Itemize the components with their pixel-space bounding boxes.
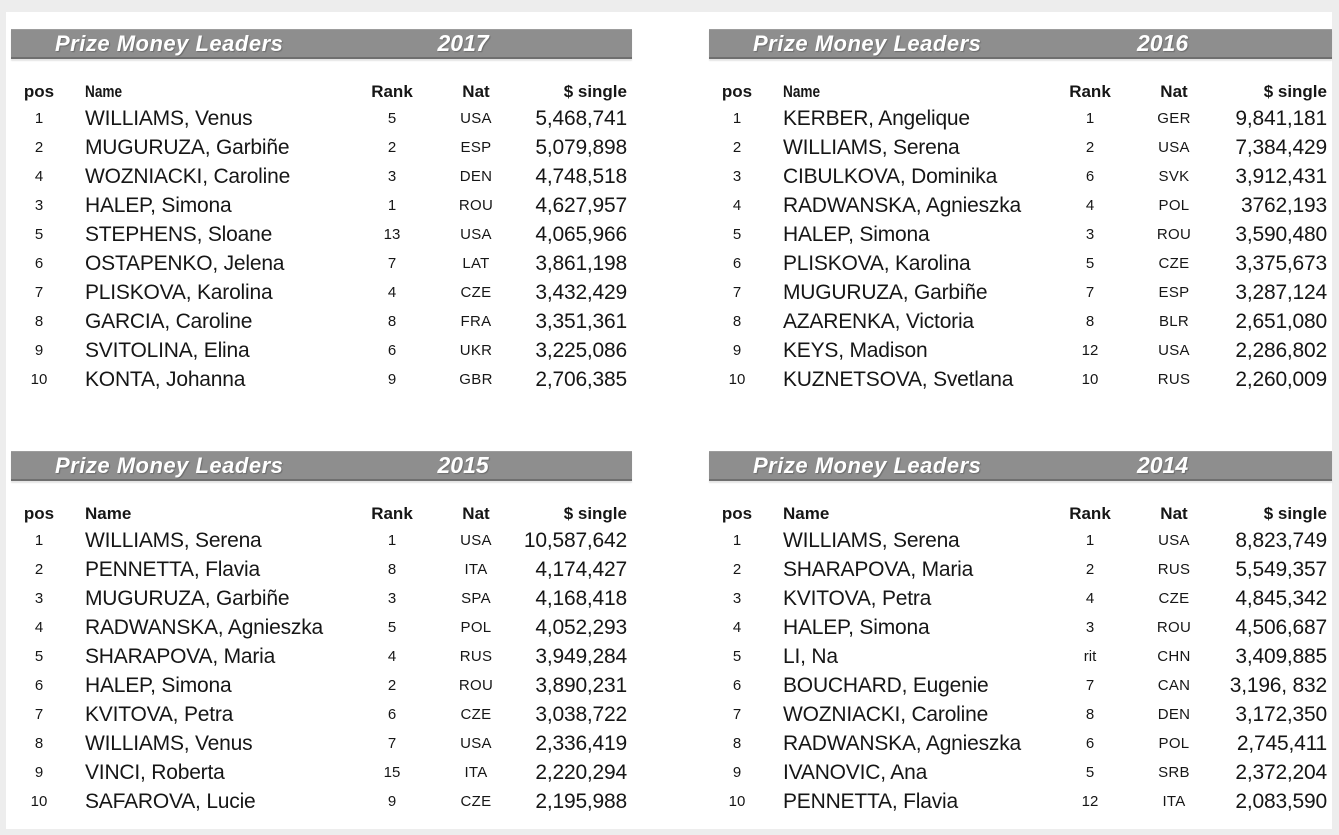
table-row xyxy=(11,613,632,642)
row-nationality: ROU xyxy=(458,677,494,694)
prize-table-2017 xyxy=(11,29,632,394)
row-pos: 7 xyxy=(732,284,742,301)
row-prize-single: 3,375,673 xyxy=(1235,251,1327,275)
row-rank: 12 xyxy=(1081,342,1099,359)
row-rank: 15 xyxy=(383,764,401,781)
row-player-name: GARCIA, Caroline xyxy=(85,309,253,333)
row-nationality: LAT xyxy=(462,255,490,272)
row-nationality: ROU xyxy=(458,197,494,214)
prize-table-2016 xyxy=(709,29,1332,394)
prize-table-2015 xyxy=(11,451,632,816)
row-player-name: STEPHENS, Sloane xyxy=(85,222,273,246)
row-prize-single: 2,260,009 xyxy=(1235,367,1327,391)
row-pos: 1 xyxy=(732,110,742,127)
row-prize-single: 4,168,418 xyxy=(535,586,627,610)
row-prize-single: 4,627,957 xyxy=(535,193,627,217)
row-rank: 1 xyxy=(387,532,397,549)
table-year: 2016 xyxy=(1136,30,1189,56)
tables-grid xyxy=(6,12,1332,816)
row-rank: 1 xyxy=(1085,110,1095,127)
row-nationality: USA xyxy=(460,532,492,549)
col-header-nat: Nat xyxy=(1160,503,1188,523)
table-row xyxy=(709,191,1332,220)
row-pos: 4 xyxy=(34,619,44,636)
row-rank: 4 xyxy=(387,284,397,301)
table-row xyxy=(709,307,1332,336)
prize-table-2014 xyxy=(709,451,1332,816)
row-prize-single: 4,065,966 xyxy=(535,222,627,246)
row-pos: 5 xyxy=(732,648,742,665)
row-nationality: USA xyxy=(460,226,492,243)
row-player-name: KEYS, Madison xyxy=(783,338,928,362)
row-nationality: CZE xyxy=(460,793,492,810)
row-pos: 1 xyxy=(732,532,742,549)
row-player-name: IVANOVIC, Ana xyxy=(783,760,928,784)
row-prize-single: 3,890,231 xyxy=(535,673,627,697)
row-pos: 8 xyxy=(732,313,742,330)
col-header-pos: pos xyxy=(23,81,55,101)
row-prize-single: 3762,193 xyxy=(1241,193,1327,217)
row-rank: 3 xyxy=(1085,226,1095,243)
row-prize-single: 7,384,429 xyxy=(1235,135,1327,159)
table-row xyxy=(709,671,1332,700)
column-headers xyxy=(11,501,632,526)
row-nationality: CZE xyxy=(460,284,492,301)
row-prize-single: 3,351,361 xyxy=(535,309,627,333)
table-title: Prize Money Leaders xyxy=(55,453,284,478)
table-row xyxy=(709,336,1332,365)
table-row xyxy=(709,104,1332,133)
row-nationality: CAN xyxy=(1157,677,1191,694)
row-player-name: MUGURUZA, Garbiñe xyxy=(783,280,988,304)
row-prize-single: 9,841,181 xyxy=(1235,106,1327,130)
row-rank: 2 xyxy=(387,677,397,694)
col-header-name: Name xyxy=(783,81,821,101)
table-row xyxy=(11,787,632,816)
row-nationality: ESP xyxy=(460,139,492,156)
row-pos: 6 xyxy=(34,677,44,694)
row-player-name: PLISKOVA, Karolina xyxy=(783,251,971,275)
row-pos: 5 xyxy=(732,226,742,243)
column-headers xyxy=(11,79,632,104)
table-header-bar xyxy=(11,29,632,59)
row-rank: 9 xyxy=(387,371,397,388)
table-row xyxy=(11,758,632,787)
row-nationality: BLR xyxy=(1158,313,1190,330)
row-pos: 10 xyxy=(30,371,48,388)
table-row xyxy=(709,787,1332,816)
table-row xyxy=(11,133,632,162)
table-row xyxy=(11,365,632,394)
row-prize-single: 4,052,293 xyxy=(535,615,627,639)
table-row xyxy=(709,220,1332,249)
row-nationality: CZE xyxy=(460,706,492,723)
row-prize-single: 3,912,431 xyxy=(1235,164,1327,188)
row-player-name: RADWANSKA, Agnieszka xyxy=(783,731,1021,755)
row-prize-single: 2,372,204 xyxy=(1235,760,1327,784)
row-rank: 2 xyxy=(1085,139,1095,156)
row-nationality: ITA xyxy=(464,764,488,781)
table-year: 2015 xyxy=(437,452,489,478)
row-pos: 3 xyxy=(732,168,742,185)
row-player-name: PENNETTA, Flavia xyxy=(85,557,260,581)
col-header-rank: Rank xyxy=(371,503,413,523)
row-prize-single: 3,590,480 xyxy=(1235,222,1327,246)
row-prize-single: 3,225,086 xyxy=(535,338,627,362)
row-player-name: KVITOVA, Petra xyxy=(85,702,234,726)
table-rows xyxy=(709,526,1332,816)
table-rows xyxy=(11,104,632,394)
row-prize-single: 3,861,198 xyxy=(535,251,627,275)
row-pos: 2 xyxy=(34,139,44,156)
row-prize-single: 3,432,429 xyxy=(535,280,627,304)
col-header-rank: Rank xyxy=(371,81,413,101)
col-header-rank: Rank xyxy=(1069,81,1111,101)
table-row xyxy=(11,584,632,613)
row-player-name: VINCI, Roberta xyxy=(85,760,225,784)
row-rank: 3 xyxy=(1085,619,1095,636)
row-prize-single: 4,174,427 xyxy=(535,557,627,581)
col-header-single: $ single xyxy=(1263,81,1327,101)
row-rank: 3 xyxy=(387,168,397,185)
row-player-name: WILLIAMS, Serena xyxy=(783,135,960,159)
col-header-nat: Nat xyxy=(1160,81,1188,101)
table-row xyxy=(709,642,1332,671)
row-pos: 3 xyxy=(732,590,742,607)
table-title: Prize Money Leaders xyxy=(753,31,982,56)
row-nationality: USA xyxy=(460,735,492,752)
col-header-pos: pos xyxy=(721,503,753,523)
row-nationality: ITA xyxy=(464,561,488,578)
row-player-name: CIBULKOVA, Dominika xyxy=(783,164,998,188)
row-prize-single: 3,949,284 xyxy=(535,644,627,668)
row-player-name: MUGURUZA, Garbiñe xyxy=(85,586,290,610)
row-rank: 4 xyxy=(387,648,397,665)
table-year: 2014 xyxy=(1136,452,1189,478)
row-nationality: POL xyxy=(1158,735,1190,752)
row-rank: 1 xyxy=(387,197,397,214)
row-pos: 9 xyxy=(732,764,742,781)
row-prize-single: 5,468,741 xyxy=(535,106,627,130)
table-row xyxy=(11,700,632,729)
col-header-single: $ single xyxy=(563,81,627,101)
table-row xyxy=(709,729,1332,758)
row-player-name: HALEP, Simona xyxy=(783,222,930,246)
row-rank: 3 xyxy=(387,590,397,607)
row-nationality: UKR xyxy=(459,342,493,359)
row-prize-single: 5,549,357 xyxy=(1235,557,1327,581)
row-pos: 6 xyxy=(732,677,742,694)
row-pos: 6 xyxy=(34,255,44,272)
row-pos: 2 xyxy=(34,561,44,578)
column-headers xyxy=(709,79,1332,104)
row-nationality: DEN xyxy=(459,168,493,185)
row-rank: 4 xyxy=(1085,590,1095,607)
row-nationality: DEN xyxy=(1157,706,1191,723)
row-pos: 6 xyxy=(732,255,742,272)
row-pos: 9 xyxy=(34,764,44,781)
row-nationality: CZE xyxy=(1158,255,1190,272)
row-rank: 4 xyxy=(1085,197,1095,214)
row-pos: 4 xyxy=(732,197,742,214)
row-player-name: SHARAPOVA, Maria xyxy=(85,644,276,668)
row-nationality: SRB xyxy=(1158,764,1190,781)
row-rank: 8 xyxy=(387,313,397,330)
table-row xyxy=(11,162,632,191)
row-rank: 8 xyxy=(1085,706,1095,723)
row-nationality: RUS xyxy=(459,648,493,665)
row-rank: 8 xyxy=(1085,313,1095,330)
table-row xyxy=(11,336,632,365)
row-prize-single: 3,409,885 xyxy=(1235,644,1327,668)
row-rank: 2 xyxy=(1085,561,1095,578)
row-rank: 7 xyxy=(387,735,397,752)
row-nationality: USA xyxy=(460,110,492,127)
row-player-name: WILLIAMS, Serena xyxy=(783,528,960,552)
row-rank: rit xyxy=(1083,648,1097,665)
row-nationality: ROU xyxy=(1156,226,1192,243)
row-player-name: SHARAPOVA, Maria xyxy=(783,557,974,581)
table-year: 2017 xyxy=(437,30,489,56)
row-player-name: RADWANSKA, Agnieszka xyxy=(85,615,323,639)
table-row xyxy=(709,278,1332,307)
row-pos: 5 xyxy=(34,226,44,243)
row-player-name: MUGURUZA, Garbiñe xyxy=(85,135,290,159)
row-nationality: USA xyxy=(1158,342,1190,359)
row-prize-single: 2,220,294 xyxy=(535,760,627,784)
table-rows xyxy=(11,526,632,816)
row-nationality: USA xyxy=(1158,532,1190,549)
row-rank: 6 xyxy=(1085,168,1095,185)
row-pos: 7 xyxy=(732,706,742,723)
col-header-nat: Nat xyxy=(462,81,490,101)
row-player-name: KERBER, Angelique xyxy=(783,106,970,130)
row-player-name: WOZNIACKI, Caroline xyxy=(783,702,989,726)
table-row xyxy=(11,278,632,307)
col-header-pos: pos xyxy=(721,81,753,101)
row-prize-single: 4,845,342 xyxy=(1235,586,1327,610)
row-nationality: ESP xyxy=(1158,284,1190,301)
row-nationality: SVK xyxy=(1158,168,1190,185)
table-row xyxy=(709,613,1332,642)
row-pos: 9 xyxy=(732,342,742,359)
row-nationality: CHN xyxy=(1157,648,1191,665)
table-row xyxy=(709,249,1332,278)
row-prize-single: 2,706,385 xyxy=(535,367,627,391)
table-row xyxy=(11,555,632,584)
row-nationality: FRA xyxy=(460,313,492,330)
row-player-name: AZARENKA, Victoria xyxy=(783,309,974,333)
table-header-bar xyxy=(11,451,632,481)
row-rank: 5 xyxy=(1085,255,1095,272)
row-pos: 9 xyxy=(34,342,44,359)
table-row xyxy=(11,104,632,133)
row-prize-single: 2,195,988 xyxy=(535,789,627,813)
row-pos: 1 xyxy=(34,532,44,549)
row-rank: 7 xyxy=(1085,677,1095,694)
row-rank: 7 xyxy=(1085,284,1095,301)
row-pos: 2 xyxy=(732,139,742,156)
col-header-rank: Rank xyxy=(1069,503,1111,523)
row-pos: 2 xyxy=(732,561,742,578)
row-prize-single: 10,587,642 xyxy=(523,528,627,552)
table-row xyxy=(11,671,632,700)
row-rank: 5 xyxy=(387,110,397,127)
table-row xyxy=(11,191,632,220)
row-prize-single: 3,196, 832 xyxy=(1229,673,1327,697)
row-pos: 10 xyxy=(30,793,48,810)
row-player-name: WILLIAMS, Venus xyxy=(85,731,253,755)
table-title: Prize Money Leaders xyxy=(55,31,284,56)
row-prize-single: 4,506,687 xyxy=(1235,615,1327,639)
row-prize-single: 2,336,419 xyxy=(535,731,627,755)
row-player-name: KUZNETSOVA, Svetlana xyxy=(783,367,1014,391)
row-rank: 10 xyxy=(1081,371,1099,388)
table-row xyxy=(709,758,1332,787)
row-player-name: RADWANSKA, Agnieszka xyxy=(783,193,1021,217)
row-player-name: LI, Na xyxy=(783,644,838,668)
table-header-bar xyxy=(709,451,1332,481)
table-row xyxy=(11,642,632,671)
row-player-name: WILLIAMS, Serena xyxy=(85,528,262,552)
row-prize-single: 2,651,080 xyxy=(1235,309,1327,333)
table-row xyxy=(11,526,632,555)
table-row xyxy=(709,584,1332,613)
table-row xyxy=(709,526,1332,555)
col-header-name: Name xyxy=(85,81,123,101)
table-row xyxy=(709,365,1332,394)
row-rank: 6 xyxy=(1085,735,1095,752)
row-rank: 5 xyxy=(387,619,397,636)
table-rows xyxy=(709,104,1332,394)
row-rank: 6 xyxy=(387,706,397,723)
col-header-name: Name xyxy=(783,503,830,523)
table-row xyxy=(11,307,632,336)
row-nationality: USA xyxy=(1158,139,1190,156)
row-rank: 6 xyxy=(387,342,397,359)
row-rank: 1 xyxy=(1085,532,1095,549)
content-area xyxy=(6,12,1332,829)
row-prize-single: 3,172,350 xyxy=(1235,702,1327,726)
row-player-name: PLISKOVA, Karolina xyxy=(85,280,273,304)
row-player-name: KONTA, Johanna xyxy=(85,367,246,391)
row-pos: 7 xyxy=(34,706,44,723)
row-nationality: RUS xyxy=(1157,371,1191,388)
row-player-name: WOZNIACKI, Caroline xyxy=(85,164,291,188)
row-rank: 5 xyxy=(1085,764,1095,781)
row-nationality: ITA xyxy=(1162,793,1186,810)
table-row xyxy=(709,133,1332,162)
table-row xyxy=(709,555,1332,584)
row-prize-single: 8,823,749 xyxy=(1235,528,1327,552)
row-pos: 10 xyxy=(728,793,746,810)
row-prize-single: 2,745,411 xyxy=(1236,731,1327,755)
row-player-name: KVITOVA, Petra xyxy=(783,586,932,610)
row-pos: 3 xyxy=(34,590,44,607)
row-nationality: POL xyxy=(1158,197,1190,214)
row-player-name: SVITOLINA, Elina xyxy=(85,338,250,362)
row-player-name: WILLIAMS, Venus xyxy=(85,106,253,130)
row-player-name: PENNETTA, Flavia xyxy=(783,789,958,813)
row-pos: 10 xyxy=(728,371,746,388)
row-nationality: SPA xyxy=(461,590,491,607)
row-prize-single: 2,286,802 xyxy=(1235,338,1327,362)
table-row xyxy=(11,249,632,278)
row-pos: 4 xyxy=(34,168,44,185)
row-pos: 8 xyxy=(34,313,44,330)
table-row xyxy=(709,162,1332,191)
col-header-pos: pos xyxy=(23,503,55,523)
row-prize-single: 3,287,124 xyxy=(1235,280,1327,304)
row-prize-single: 4,748,518 xyxy=(535,164,627,188)
row-player-name: HALEP, Simona xyxy=(783,615,930,639)
row-rank: 9 xyxy=(387,793,397,810)
table-row xyxy=(11,729,632,758)
row-rank: 12 xyxy=(1081,793,1099,810)
row-pos: 3 xyxy=(34,197,44,214)
row-nationality: ROU xyxy=(1156,619,1192,636)
row-prize-single: 5,079,898 xyxy=(535,135,627,159)
row-rank: 13 xyxy=(383,226,401,243)
row-rank: 2 xyxy=(387,139,397,156)
row-prize-single: 2,083,590 xyxy=(1235,789,1327,813)
col-header-single: $ single xyxy=(563,503,627,523)
row-pos: 7 xyxy=(34,284,44,301)
table-header-bar xyxy=(709,29,1332,59)
row-nationality: GER xyxy=(1157,110,1191,127)
row-player-name: HALEP, Simona xyxy=(85,193,232,217)
row-rank: 8 xyxy=(387,561,397,578)
row-player-name: BOUCHARD, Eugenie xyxy=(783,673,989,697)
col-header-name: Name xyxy=(85,503,132,523)
row-nationality: CZE xyxy=(1158,590,1190,607)
row-nationality: POL xyxy=(460,619,492,636)
row-player-name: SAFAROVA, Lucie xyxy=(85,789,256,813)
row-pos: 8 xyxy=(732,735,742,752)
row-player-name: OSTAPENKO, Jelena xyxy=(85,251,285,275)
col-header-single: $ single xyxy=(1263,503,1327,523)
row-prize-single: 3,038,722 xyxy=(535,702,627,726)
row-player-name: HALEP, Simona xyxy=(85,673,232,697)
col-header-nat: Nat xyxy=(462,503,490,523)
row-nationality: GBR xyxy=(459,371,493,388)
column-headers xyxy=(709,501,1332,526)
row-pos: 8 xyxy=(34,735,44,752)
row-pos: 4 xyxy=(732,619,742,636)
table-row xyxy=(11,220,632,249)
row-pos: 5 xyxy=(34,648,44,665)
row-nationality: RUS xyxy=(1157,561,1191,578)
table-row xyxy=(709,700,1332,729)
row-pos: 1 xyxy=(34,110,44,127)
row-rank: 7 xyxy=(387,255,397,272)
table-title: Prize Money Leaders xyxy=(753,453,982,478)
